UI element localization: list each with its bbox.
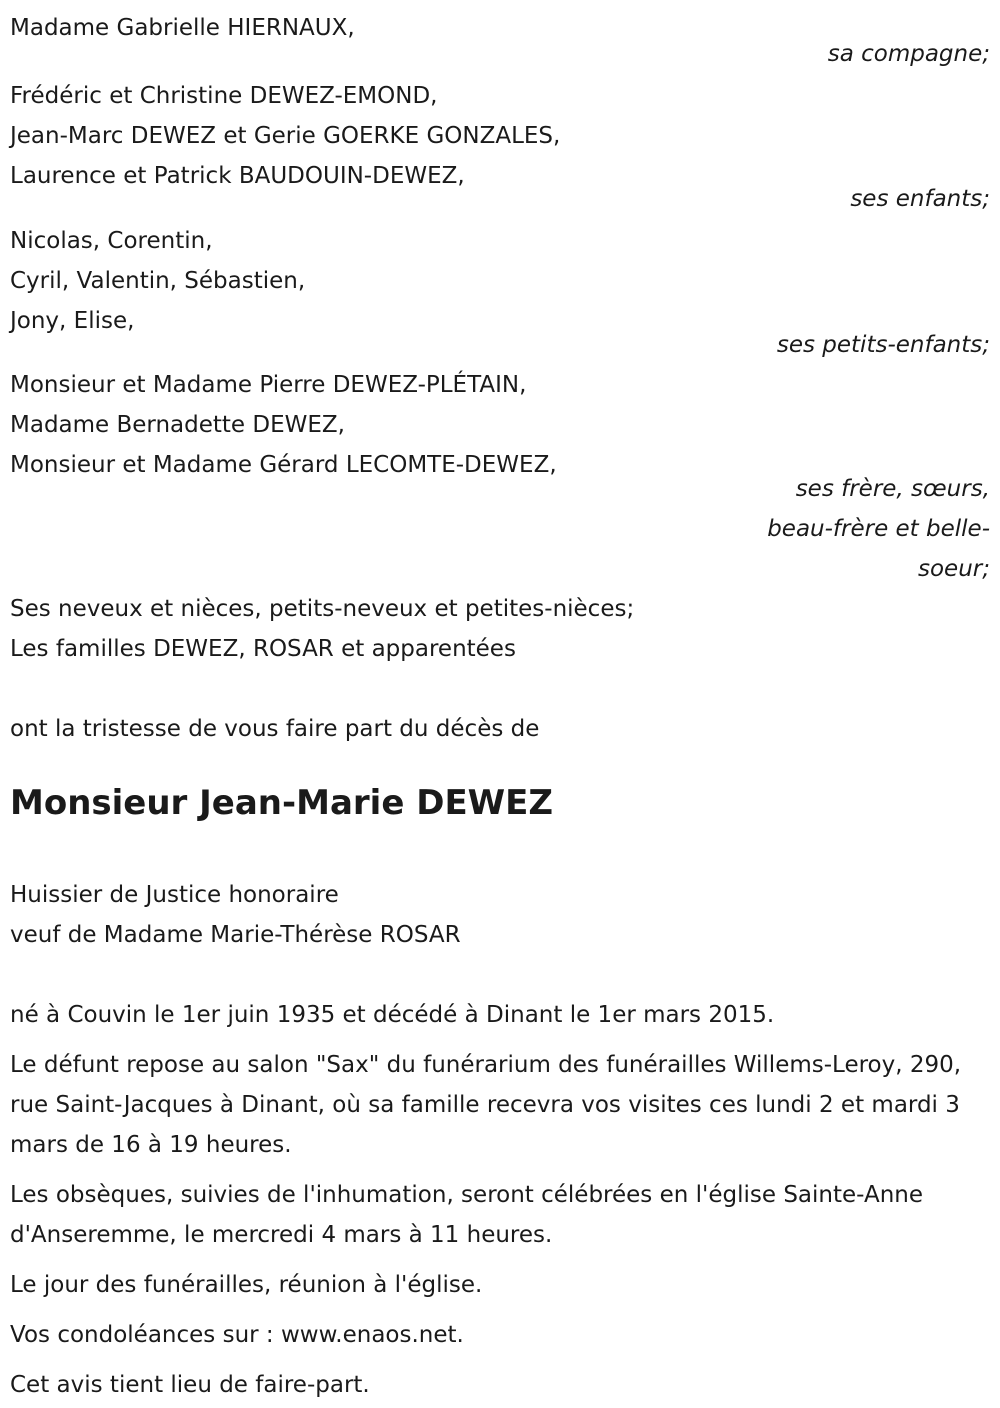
viewing-info: Le défunt repose au salon "Sax" du funérarium des funérailles Willems-Leroy, 290, rue Saint-Jacques à Dinant, où sa famille recevra vos visites ces lundi 2 et mardi 3 mars de 16 à 19 heures. [10,1052,962,1158]
extended-family-group [10,589,990,669]
extended-family-line: Les familles DEWEZ, ROSAR et apparentées [10,636,516,662]
sibling-name: Monsieur et Madame Gérard LECOMTE-DEWEZ, [10,452,557,478]
child-name: Frédéric et Christine DEWEZ-EMOND, [10,83,438,109]
deceased-name: Monsieur Jean-Marie DEWEZ [10,783,554,823]
siblings-role [740,469,990,589]
siblings-role-line: ses frère, sœurs, [795,476,990,502]
sibling-name: Monsieur et Madame Pierre DEWEZ-PLÉTAIN, [10,372,527,398]
partner-name: Madame Gabrielle HIERNAUX, [10,15,355,41]
partner-group [10,8,990,74]
grandchild-names: Jony, Elise, [10,308,135,334]
deceased-title-line: Huissier de Justice honoraire [10,882,339,908]
birth-death-dates: né à Couvin le 1er juin 1935 et décédé à Dinant le 1er mars 2015. [10,1002,775,1028]
sibling-name: Madame Bernadette DEWEZ, [10,412,345,438]
deceased-titles [10,875,990,955]
gathering-info: Le jour des funérailles, réunion à l'église. [10,1272,483,1298]
partner-role: sa compagne; [827,41,990,67]
condolences-info: Vos condoléances sur : www.enaos.net. [10,1322,464,1348]
funeral-service-info: Les obsèques, suivies de l'inhumation, seront célébrées en l'église Sainte-Anne d'Anseremme, le mercredi 4 mars à 11 heures. [10,1182,923,1248]
grandchild-names: Nicolas, Corentin, [10,228,213,254]
child-name: Laurence et Patrick BAUDOUIN-DEWEZ, [10,163,465,189]
grandchild-names: Cyril, Valentin, Sébastien, [10,268,306,294]
extended-family-line: Ses neveux et nièces, petits-neveux et petites-nièces; [10,596,635,622]
notice-statement: Cet avis tient lieu de faire-part. [10,1372,370,1398]
siblings-role-line: soeur; [918,556,990,582]
grandchildren-role: ses petits-enfants; [776,332,990,358]
deceased-title-line: veuf de Madame Marie-Thérèse ROSAR [10,922,461,948]
siblings-role-line: beau-frère et belle- [767,516,990,542]
funeral-details [10,995,990,1405]
children-role: ses enfants; [850,186,990,212]
child-name: Jean-Marc DEWEZ et Gerie GOERKE GONZALES, [10,123,561,149]
announcement-text: ont la tristesse de vous faire part du décès de [10,716,540,742]
grandchildren-group [10,221,990,365]
siblings-group [10,365,990,589]
children-group [10,76,990,219]
